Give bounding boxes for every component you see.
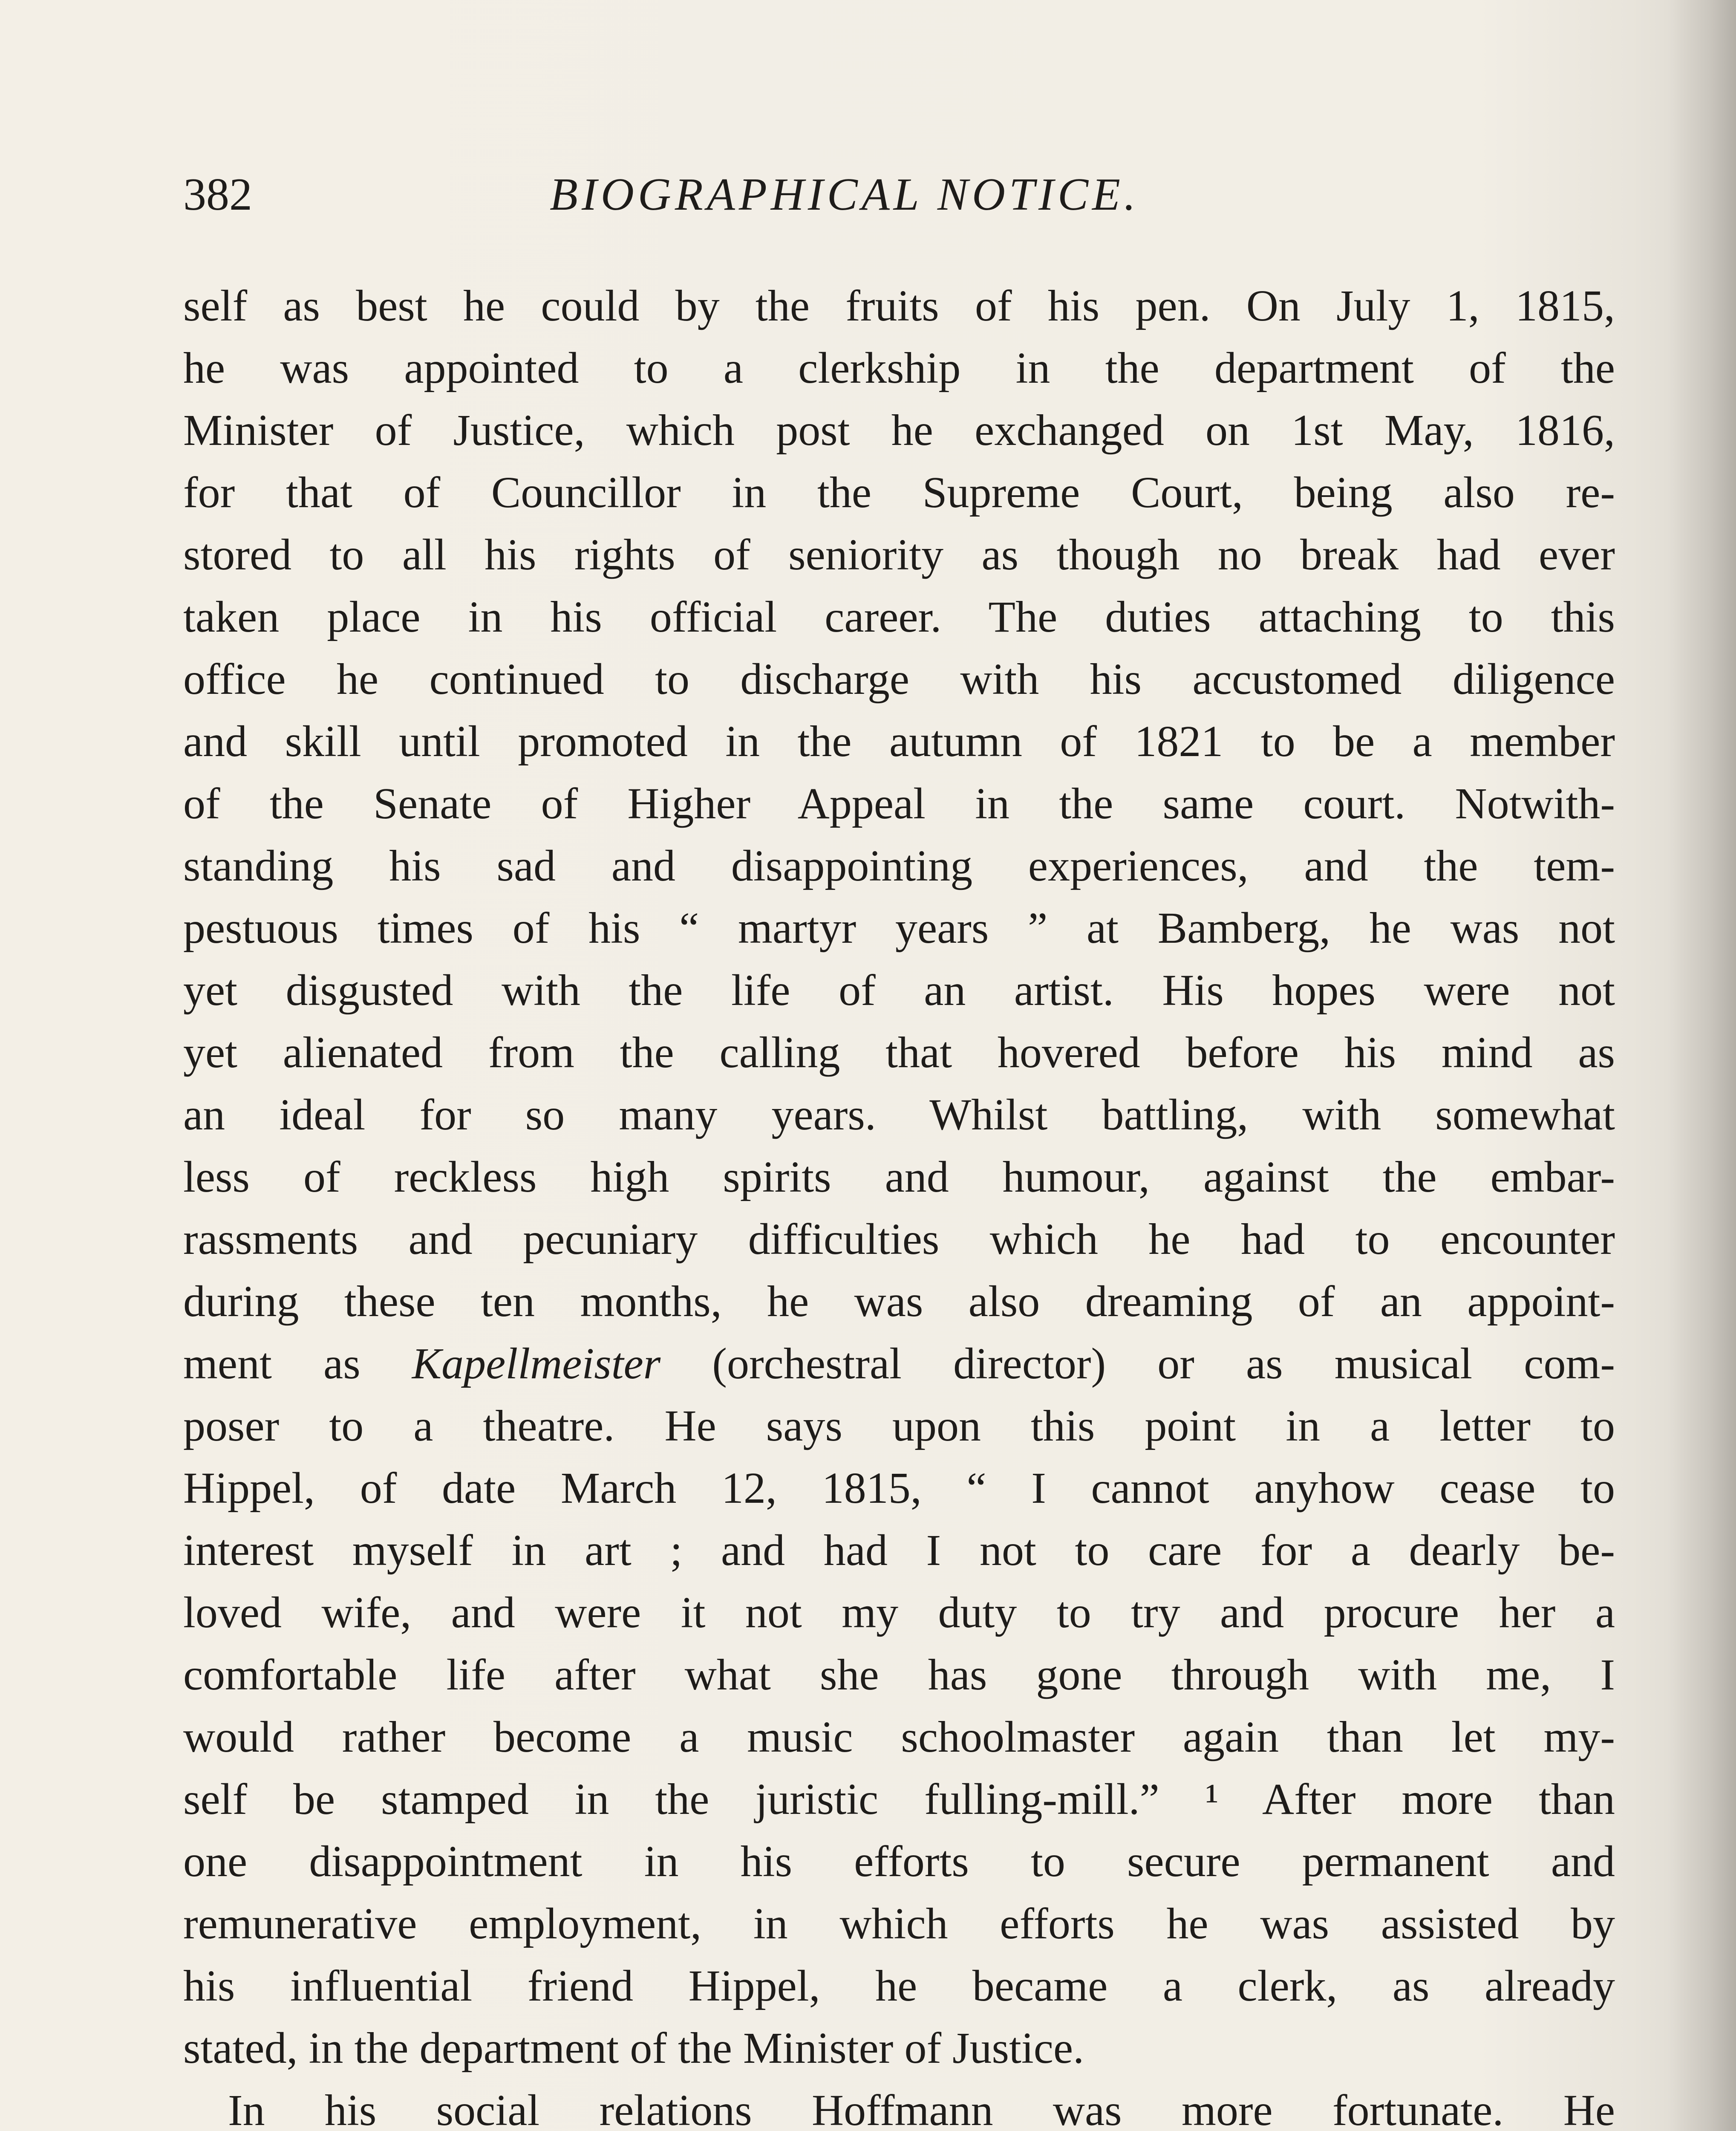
text-line: interest myself in art ; and had I not to care for a dearly be- — [183, 1526, 1615, 1575]
text-line: he was appointed to a clerkship in the department of the — [183, 344, 1615, 393]
text-line: one disappointment in his efforts to secure permanent and — [183, 1837, 1615, 1886]
text-line: rassments and pecuniary difficulties which he had to encounter — [183, 1215, 1615, 1264]
text-line: taken place in his official career. The duties attaching to this — [183, 592, 1615, 641]
page-number: 382 — [183, 169, 252, 220]
text-line: Hippel, of date March 12, 1815, “ I cannot anyhow cease to — [183, 1464, 1615, 1513]
text-line: standing his sad and disappointing experiences, and the tem- — [183, 841, 1615, 890]
text-line: his influential friend Hippel, he became a clerk, as already — [183, 1961, 1615, 2010]
text-line: yet disgusted with the life of an artist. His hopes were not — [183, 966, 1615, 1015]
text-line: an ideal for so many years. Whilst battling, with somewhat — [183, 1090, 1615, 1139]
text-line: self as best he could by the fruits of his pen. On July 1, 1815, — [183, 281, 1615, 330]
italic-term: Kapellmeister — [412, 1339, 661, 1388]
text-line: comfortable life after what she has gone through with me, I — [183, 1650, 1615, 1699]
text-line: would rather become a music schoolmaster again than let my- — [183, 1712, 1615, 1761]
text-span: ment as — [183, 1339, 412, 1388]
text-line: pestuous times of his “ martyr years ” at Bamberg, he was not — [183, 904, 1615, 953]
running-title: BIOGRAPHICAL NOTICE. — [550, 169, 1139, 220]
text-line: office he continued to discharge with his accustomed diligence — [183, 655, 1615, 704]
text-line: and skill until promoted in the autumn of 1821 to be a member — [183, 717, 1615, 766]
text-line: Minister of Justice, which post he exchanged on 1st May, 1816, — [183, 406, 1615, 455]
text-line: less of reckless high spirits and humour, against the embar- — [183, 1152, 1615, 1201]
text-line: loved wife, and were it not my duty to try and procure her a — [183, 1588, 1615, 1637]
text-line: of the Senate of Higher Appeal in the same court. Notwith- — [183, 779, 1615, 828]
text-line: yet alienated from the calling that hovered before his mind as — [183, 1028, 1615, 1077]
running-header — [183, 168, 1615, 224]
body-text — [183, 275, 1615, 2131]
page-spine-shadow — [1668, 0, 1736, 2131]
text-line: for that of Councillor in the Supreme Court, being also re- — [183, 468, 1615, 517]
text-span: (orchestral director) or as musical com- — [660, 1339, 1615, 1388]
text-line: In his social relations Hoffmann was more fortunate. He — [228, 2086, 1615, 2131]
text-line: remunerative employment, in which efforts he was assisted by — [183, 1899, 1615, 1948]
text-line-kapellmeister — [183, 1333, 1615, 1395]
text-line: stated, in the department of the Minister of Justice. — [183, 2024, 1084, 2073]
text-line: poser to a theatre. He says upon this point in a letter to — [183, 1401, 1615, 1450]
text-line: self be stamped in the juristic fulling-mill.” ¹ After more than — [183, 1775, 1615, 1824]
text-line: stored to all his rights of seniority as though no break had ever — [183, 530, 1615, 579]
text-line: during these ten months, he was also dreaming of an appoint- — [183, 1277, 1615, 1326]
